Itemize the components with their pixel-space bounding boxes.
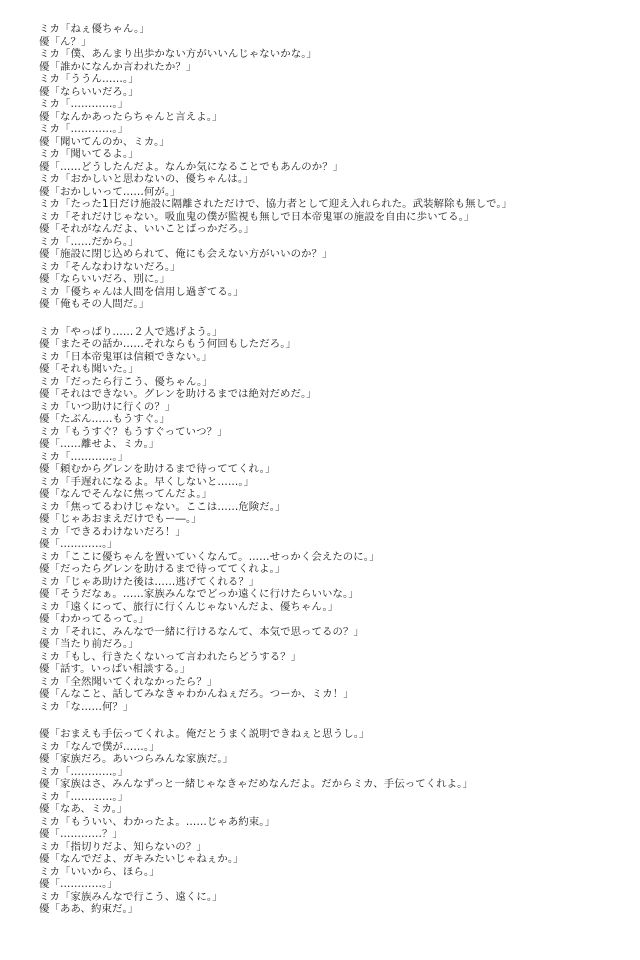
dialogue-line: 優「……どうしたんだよ。なんか気になることでもあんのか？」 [39,160,344,173]
dialogue-line: 優「なんでだよ、ガキみたいじゃねぇか。」 [39,853,244,865]
dialogue-line: ミカ「できるわけないだろ！」 [39,525,186,538]
dialogue-section [39,728,619,916]
dialogue-line: ミカ「なんで僕が……。」 [39,740,160,753]
dialogue-line: 優「ああ、約束だ。」 [39,903,139,915]
dialogue-line: ミカ「たった1日だけ施設に隔離されただけで、協力者として迎え入れられた。武装解除も無しで。」 [39,198,513,210]
dialogue-line: ミカ「焦ってるわけじゃない。ここは……危険だ。」 [39,500,286,513]
dialogue-line: ミカ「いいから、ほら。」 [39,865,160,878]
dialogue-line: 優「おまえも手伝ってくれよ。俺だとうまく説明できねぇと思うし。」 [39,728,370,740]
dialogue-line: ミカ「……だから。」 [39,235,139,248]
dialogue-line: ミカ「それに、みんなで一緒に行けるなんて、本気で思ってるの？」 [39,625,364,638]
dialogue-line: 優「それも聞いた。」 [39,363,139,375]
dialogue-line: ミカ「だったら行こう、優ちゃん。」 [39,375,213,388]
dialogue-line: 優「なあ、ミカ。」 [39,803,128,815]
dialogue-line: 優「家族はさ、みんなずっと一緒じゃなきゃだめなんだよ。だからミカ、手伝ってくれよ。」 [39,778,473,790]
dialogue-line: ミカ「遠くにって、旅行に行くんじゃないんだよ、優ちゃん。」 [39,600,339,613]
dialogue-line: 優「なんでそんなに焦ってんだよ。」 [39,488,213,500]
dialogue-line: 優「おかしいって……何が。」 [39,185,181,198]
dialogue-line: 優「わかってるって。」 [39,613,149,625]
dialogue-line: ミカ「ねぇ優ちゃん。」 [39,23,150,35]
dialogue-line: ミカ「…………。」 [39,98,129,110]
dialogue-line: 優「それがなんだよ、いいことばっかだろ。」 [39,223,255,235]
dialogue-line: 優「ん？」 [39,35,92,48]
dialogue-line: ミカ「そんなわけないだろ。」 [39,260,181,273]
dialogue-line: 優「誰かになんか言われたか？」 [39,60,197,73]
dialogue-line: ミカ「…………。」 [39,123,129,135]
dialogue-line: ミカ「聞いてるよ。」 [39,148,139,160]
dialogue-line: ミカ「な……何？」 [39,700,134,713]
dialogue-line: ミカ「優ちゃんは人間を信用し過ぎてる。」 [39,285,244,298]
dialogue-section [39,326,619,714]
dialogue-line: 優「…………。」 [39,878,118,890]
dialogue-line: ミカ「日本帝鬼軍は信頼できない。」 [39,350,213,363]
dialogue-line: 優「話す。いっぱい相談する。」 [39,663,191,675]
dialogue-line: ミカ「指切りだよ、知らないの？」 [39,840,207,853]
dialogue-line: 優「たぶん……もうすぐ。」 [39,413,170,425]
dialogue-line: ミカ「…………。」 [39,765,129,778]
dialogue-line: ミカ「もし、行きたくないって言われたらどうする？」 [39,650,302,663]
dialogue-document [39,23,619,916]
dialogue-line: 優「頼むからグレンを助けるまで待っててくれ。」 [39,463,276,475]
dialogue-line: 優「施設に閉じ込められて、俺にも会えない方がいいのか？」 [39,248,333,260]
section-gap [39,713,619,728]
dialogue-line: 優「んなこと、話してみなきゃわかんねぇだろ。つーか、ミカ！」 [39,688,354,700]
dialogue-line: 優「それはできない。グレンを助けるまでは絶対だめだ。」 [39,388,317,400]
dialogue-line: ミカ「手遅れになるよ。早くしないと……。」 [39,475,255,488]
dialogue-section [39,23,619,311]
dialogue-line: 優「じゃあおまえだけでもー―。」 [39,513,202,525]
dialogue-line: 優「そうだなぁ。……家族みんなでどっか遠くに行けたらいいな。」 [39,588,359,600]
dialogue-line: 優「聞いてんのか、ミカ。」 [39,135,170,148]
dialogue-line: 優「ならいいだろ。」 [39,85,139,98]
dialogue-line: ミカ「いつ助けに行くの？」 [39,400,176,413]
dialogue-line: 優「……離せよ、ミカ。」 [39,438,160,450]
dialogue-line: ミカ「やっぱり……２人で逃げよう。」 [39,325,223,338]
dialogue-line: ミカ「ここに優ちゃんを置いていくなんて。……せっかく会えたのに。」 [39,550,380,563]
dialogue-line: ミカ「おかしいと思わないの、優ちゃんは。」 [39,173,254,185]
section-gap [39,311,619,326]
dialogue-line: ミカ「全然聞いてくれなかったら？」 [39,675,218,688]
dialogue-line: 優「俺もその人間だ。」 [39,298,150,310]
dialogue-line: ミカ「…………。」 [39,790,129,803]
dialogue-line: ミカ「じゃあ助けた後は……逃げてくれる？」 [39,575,260,588]
dialogue-line: ミカ「もういい、わかったよ。……じゃあ約束。」 [39,815,276,828]
dialogue-line: 優「当たり前だろ。」 [39,638,139,650]
dialogue-line: ミカ「…………。」 [39,450,129,463]
dialogue-line: 優「家族だろ。あいつらみんな家族だ。」 [39,753,234,765]
dialogue-line: ミカ「それだけじゃない。吸血鬼の僕が監視も無しで日本帝鬼軍の施設を自由に歩いてる。」 [39,210,475,223]
dialogue-line: 優「だったらグレンを助けるまで待っててくれよ。」 [39,563,286,575]
dialogue-line: 優「なんかあったらちゃんと言えよ。」 [39,110,223,123]
dialogue-line: ミカ「もうすぐ？もうすぐっていつ？」 [39,425,228,438]
dialogue-line: 優「またその話か……それならもう何回もしただろ。」 [39,338,297,350]
dialogue-line: ミカ「ううん……。」 [39,73,139,85]
dialogue-line: ミカ「僕、あんまり出歩かない方がいいんじゃないかな。」 [39,48,318,60]
dialogue-line: 優「…………？」 [39,828,123,840]
dialogue-line: 優「ならいいだろ、別に。」 [39,273,171,285]
dialogue-line: 優「…………。」 [39,538,118,550]
dialogue-line: ミカ「家族みんなで行こう、遠くに。」 [39,890,223,903]
